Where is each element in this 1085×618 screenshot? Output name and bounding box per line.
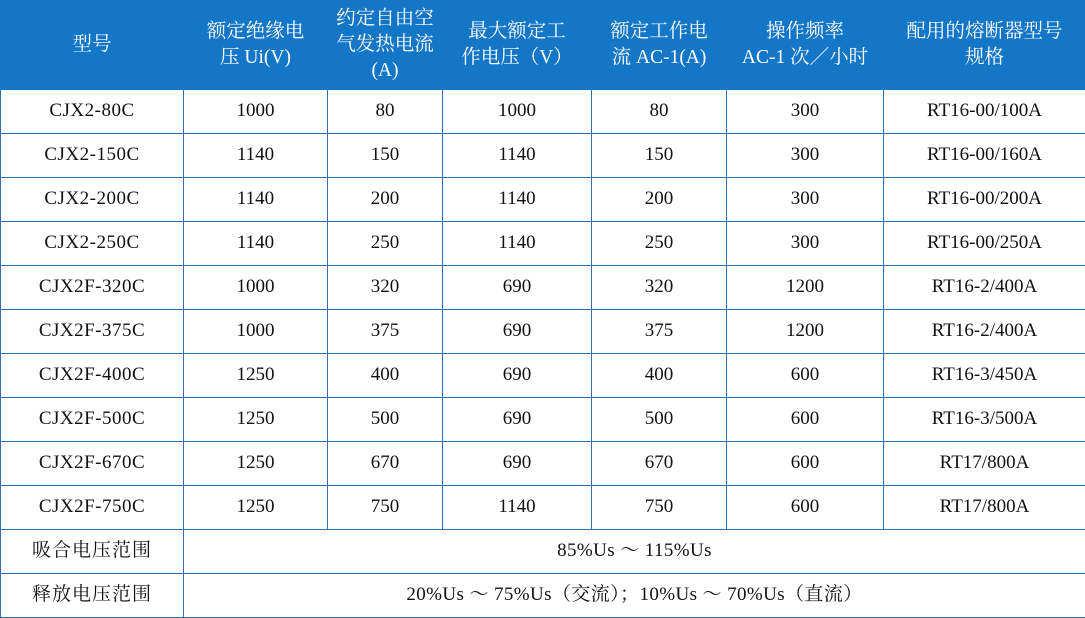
cell-operating-frequency: 600 xyxy=(727,442,884,486)
header-line: AC-1 次／小时 xyxy=(742,47,868,68)
cell-working-current: 80 xyxy=(592,90,727,134)
table-row xyxy=(1,398,1085,442)
cell-operating-frequency: 300 xyxy=(727,178,884,222)
column-header-fuse-type xyxy=(884,1,1085,90)
cell-max-voltage: 1140 xyxy=(443,134,592,178)
cell-insulation-voltage: 1250 xyxy=(184,354,328,398)
table-row xyxy=(1,266,1085,310)
cell-pickup-voltage-value: 85%Us ～ 115%Us xyxy=(184,530,1085,574)
cell-model: CJX2F-670C xyxy=(1,442,184,486)
table-header-row xyxy=(1,1,1085,90)
cell-insulation-voltage: 1250 xyxy=(184,398,328,442)
cell-fuse-type: RT16-00/100A xyxy=(884,90,1085,134)
cell-fuse-type: RT16-2/400A xyxy=(884,266,1085,310)
cell-working-current: 670 xyxy=(592,442,727,486)
cell-operating-frequency: 600 xyxy=(727,398,884,442)
cell-fuse-type: RT16-00/250A xyxy=(884,222,1085,266)
table-row xyxy=(1,442,1085,486)
cell-fuse-type: RT16-2/400A xyxy=(884,310,1085,354)
table-row-pickup-voltage-range xyxy=(1,530,1085,574)
cell-max-voltage: 1140 xyxy=(443,486,592,530)
table-row xyxy=(1,310,1085,354)
cell-model: CJX2F-320C xyxy=(1,266,184,310)
cell-max-voltage: 690 xyxy=(443,354,592,398)
cell-thermal-current: 200 xyxy=(328,178,443,222)
cell-thermal-current: 375 xyxy=(328,310,443,354)
cell-insulation-voltage: 1140 xyxy=(184,134,328,178)
cell-insulation-voltage: 1000 xyxy=(184,266,328,310)
cell-insulation-voltage: 1000 xyxy=(184,310,328,354)
column-header-rated-working-current xyxy=(592,1,727,90)
table-row-release-voltage-range xyxy=(1,574,1085,618)
cell-operating-frequency: 300 xyxy=(727,90,884,134)
cell-release-voltage-label: 释放电压范围 xyxy=(1,574,184,618)
cell-working-current: 375 xyxy=(592,310,727,354)
column-header-thermal-current xyxy=(328,1,443,90)
column-header-max-working-voltage xyxy=(443,1,592,90)
cell-pickup-voltage-label: 吸合电压范围 xyxy=(1,530,184,574)
table-row xyxy=(1,222,1085,266)
cell-insulation-voltage: 1250 xyxy=(184,486,328,530)
cell-insulation-voltage: 1140 xyxy=(184,222,328,266)
cell-fuse-type: RT16-3/500A xyxy=(884,398,1085,442)
cell-thermal-current: 750 xyxy=(328,486,443,530)
cell-operating-frequency: 300 xyxy=(727,222,884,266)
header-line: 额定工作电 xyxy=(610,21,708,42)
cell-model: CJX2-250C xyxy=(1,222,184,266)
cell-working-current: 500 xyxy=(592,398,727,442)
header-line: 规格 xyxy=(965,47,1004,68)
cell-fuse-type: RT16-3/450A xyxy=(884,354,1085,398)
cell-max-voltage: 690 xyxy=(443,266,592,310)
header-line: 气发热电流 xyxy=(336,34,434,55)
cell-thermal-current: 500 xyxy=(328,398,443,442)
cell-thermal-current: 320 xyxy=(328,266,443,310)
header-line: 约定自由空 xyxy=(336,8,434,29)
cell-model: CJX2-150C xyxy=(1,134,184,178)
cell-max-voltage: 690 xyxy=(443,442,592,486)
cell-operating-frequency: 1200 xyxy=(727,266,884,310)
cell-model: CJX2F-750C xyxy=(1,486,184,530)
cell-max-voltage: 690 xyxy=(443,310,592,354)
cell-model: CJX2F-400C xyxy=(1,354,184,398)
header-line: 流 AC-1(A) xyxy=(612,47,707,68)
column-header-model xyxy=(1,1,184,90)
cell-fuse-type: RT16-00/160A xyxy=(884,134,1085,178)
cell-fuse-type: RT17/800A xyxy=(884,442,1085,486)
cell-working-current: 200 xyxy=(592,178,727,222)
header-line: 压 Ui(V) xyxy=(220,47,291,68)
cell-fuse-type: RT17/800A xyxy=(884,486,1085,530)
cell-operating-frequency: 600 xyxy=(727,354,884,398)
cell-max-voltage: 1000 xyxy=(443,90,592,134)
cell-insulation-voltage: 1250 xyxy=(184,442,328,486)
header-line: 额定绝缘电 xyxy=(207,21,305,42)
cell-thermal-current: 670 xyxy=(328,442,443,486)
cell-release-voltage-value: 20%Us ～ 75%Us（交流）；10%Us ～ 70%Us（直流） xyxy=(184,574,1085,618)
cell-operating-frequency: 300 xyxy=(727,134,884,178)
table-row xyxy=(1,486,1085,530)
cell-model: CJX2F-375C xyxy=(1,310,184,354)
cell-working-current: 750 xyxy=(592,486,727,530)
header-line: 操作频率 xyxy=(766,21,844,42)
table-body xyxy=(1,90,1085,618)
cell-operating-frequency: 1200 xyxy=(727,310,884,354)
table-row xyxy=(1,90,1085,134)
cell-thermal-current: 80 xyxy=(328,90,443,134)
cell-thermal-current: 250 xyxy=(328,222,443,266)
table-row xyxy=(1,178,1085,222)
table-row xyxy=(1,134,1085,178)
table-header xyxy=(1,1,1085,90)
cell-fuse-type: RT16-00/200A xyxy=(884,178,1085,222)
header-line: (A) xyxy=(371,60,398,81)
cell-thermal-current: 400 xyxy=(328,354,443,398)
cell-working-current: 320 xyxy=(592,266,727,310)
table-row xyxy=(1,354,1085,398)
cell-model: CJX2F-500C xyxy=(1,398,184,442)
column-header-operating-frequency xyxy=(727,1,884,90)
header-line: 型号 xyxy=(72,34,111,55)
cell-insulation-voltage: 1000 xyxy=(184,90,328,134)
cell-working-current: 150 xyxy=(592,134,727,178)
cell-max-voltage: 1140 xyxy=(443,178,592,222)
cell-working-current: 250 xyxy=(592,222,727,266)
header-line: 作电压（V） xyxy=(461,47,573,68)
cell-max-voltage: 1140 xyxy=(443,222,592,266)
cell-model: CJX2-80C xyxy=(1,90,184,134)
header-line: 配用的熔断器型号 xyxy=(906,21,1062,42)
cell-model: CJX2-200C xyxy=(1,178,184,222)
cell-insulation-voltage: 1140 xyxy=(184,178,328,222)
cell-working-current: 400 xyxy=(592,354,727,398)
cell-max-voltage: 690 xyxy=(443,398,592,442)
header-line: 最大额定工 xyxy=(468,21,566,42)
cell-thermal-current: 150 xyxy=(328,134,443,178)
cell-operating-frequency: 600 xyxy=(727,486,884,530)
column-header-rated-insulation-voltage xyxy=(184,1,328,90)
